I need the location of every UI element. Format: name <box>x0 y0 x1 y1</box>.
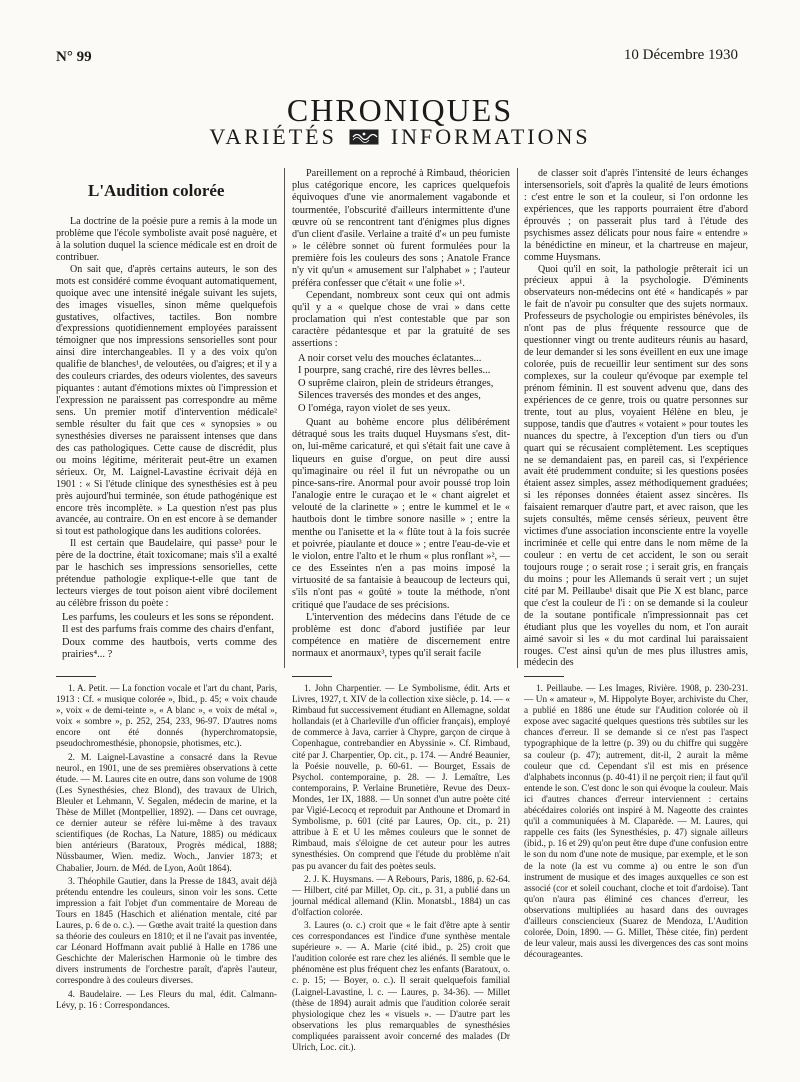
column-divider <box>517 168 518 668</box>
verse-line: Il est des parfums frais comme des chairs d'enfant, <box>62 624 275 636</box>
footnote: 1. A. Petit. — La fonction vocale et l'art du chant, Paris, 1913 : Cf. « musique colorée », Ibid., p. 45; « voix chaude », voix « de demi-teinte », « A blanc », « voix de métal », voix « sombre », p. 252, 254, 233, 96-97. D'autres noms encore ont été donnés (hyperchromatopsie, pseudochromesthésie, phonopsie, photismes, etc.). <box>56 683 277 749</box>
paragraph: Quant au bohème encore plus délibérément détraqué sous les traits duquel Huysmans s'est, dit-on, lui-même caricaturé, et qui s'était fait une cave à liqueurs en guise d'orgue, on peut dire aussi qu'imaginaire ou réel il fut un névropathe ou un pince-sans-rire. Anormal pour avoir poussé trop loin l'analogie entre le curaçao et le « chant aigrelet et velouté de la clarinette » ; entre le kummel et le « hautbois dont le timbre sonore nasille » ; entre la menthe ou l'anisette et la « flûte tout à la fois sucrée et poivrée, piaulante et douce » ; entre l'eau-de-vie et le violon, entre l'alto et le rhum « plus ronflant »², — ce des Esseintes n'en a pas moins imposé la virtuosité de sa fantaisie à beaucoup de lecteurs qui, s'ils n'ont pas « goûté » toute la méthode, n'ont critiqué que l'audace de ses précisions. <box>292 417 510 611</box>
issue-date: 10 Décembre 1930 <box>623 47 738 63</box>
masthead-left: VARIÉTÉS <box>209 124 337 149</box>
paragraph: Il est certain que Baudelaire, qui passe³ pour le père de la doctrine, était toxicomane; mais s'il a exalté par le haschich ses impressions sensorielles, cette prétendue pathologie explique-t-elle que tant de lecteurs vierges de tout poison aient vibré docilement au célèbre frisson du poète : <box>56 538 277 609</box>
footnote: 1. John Charpentier. — Le Symbolisme, édit. Arts et Livres, 1927, t. XIV de la collection xixe siècle, p. 14. — « Rimbaud fut successivement étudiant en Allemagne, soldat hollandais (et à Charleville d'un officier français), employé de commerce à Java, carrier à Chypre, garçon de cirque à Copenhague, contrebandier en Abyssinie ». Cf. Rimbaud, cité par J. Charpentier, Op. cit., p. 174. — André Beaunier, la Poésie nouvelle, p. 60-61. — Bourget, Essais de Psychol. contemporaine, p. 28. — J. Lemaître, Les contemporains, P. Verlaine Brunetière, Revue des Deux-Mondes, 1er IX, 1888. — Un sonnet d'un autre poète cité par Vigié-Lecocq et reproduit par Anthoune et Dromard in Symbolisme, p. 601 (cité par Laures, Op. cit., p. 21) attribue à E et U les mêmes couleurs que le sonnet de Rimbaud, mais s'éloigne de cet auteur pour les autres synesthésies. On comprend que l'étude du problème n'ait pas pu avancer du fait des poètes seuls. <box>292 683 510 871</box>
paragraph: On sait que, d'après certains auteurs, le son des mots est considéré comme évoquant automatiquement, quoique avec une intensité inégale suivant les sujets, des images visuelles, sinon même quelquefois gustatives, olfactives, tactiles. Bon nombre d'expressions quotidiennement employées paraissent témoigner que nos impressions sensorielles sont pour ainsi dire interchangeables. Il y a des voix qu'on qualifie de blanches¹, de veloutées, ou d'aigres; et il y a des couleurs criardes, des odeurs violentes, des saveurs piquantes : autant d'émotions mixtes où l'impression et l'expression ne paraissent pas correspondre au même sens. Un premier motif d'intervention médicale² semble résulter du fait que ces « synopsies » ou synesthésies diverses ne paraissent intenses que dans des cas pathologiques. Cette cause de discrédit, plus ou moins légitime, mériterait peut-être un examen sérieux. Or, M. Laignel-Lavastine écrivait déjà en 1901 : « Si l'étude clinique des synesthésies est à peu près aujourd'hui terminée, son étude pathogénique est encore très incomplète. » La question n'est pas plus avancée, au contraire. On en est encore à se demander si tout est pathologique dans les auditions colorées. <box>56 263 277 538</box>
paragraph: L'intervention des médecins dans l'étude de ce problème est donc d'abord justifiée par leur compétence en matière de discernement entre normaux et anormaux³, types qu'il serait facile <box>292 611 510 660</box>
footnote: 2. J. K. Huysmans. — A Rebours, Paris, 1886, p. 62-64. — Hilbert, cité par Millet, Op. cit., p. 31, a publié dans un journal médical allemand (Klin. Monatsbl., 1884) un cas d'olfaction colorée. <box>292 873 510 917</box>
verse-line: O suprême clairon, plein de strideurs étranges, <box>298 377 494 389</box>
verse-line: I pourpre, sang craché, rire des lèvres belles... <box>298 365 491 377</box>
column-divider <box>284 168 285 668</box>
verse-line: Les parfums, les couleurs et les sons se répondent. <box>62 611 274 623</box>
footnote: 4. Baudelaire. — Les Fleurs du mal, édit. Calmann-Lévy, p. 16 : Correspondances. <box>56 988 277 1010</box>
verse-line: Silences traversés des mondes et des anges, <box>298 390 481 402</box>
column-3 <box>524 168 748 669</box>
masthead-subtitle <box>0 124 800 150</box>
footnote: 3. Laures (o. c.) croit que « le fait d'être apte à sentir ces correspondances est l'indice d'une synthèse mentale supérieure ». — A. Marie (cité ibid., p. 25) croit que l'audition colorée est rare chez les aliénés. Il semble que le phénomène est plus fréquent chez les enfants (Baratoux, o. c. p. 15; — Boyer, o. c.). Il serait quelquefois familial (Laignel-Lavastine, l. c. — Laures, p. 34-36). — Millet (thèse de 1894) aurait admis que l'audition colorée serait physiologique chez les « visuels ». — D'autre part les observations les plus remarquables de synesthésies compliquées paraissent avoir concerné des malades (Dr Ulrich, Loc. cit.). <box>292 919 510 1052</box>
column-2 <box>292 168 510 661</box>
ornament-icon <box>349 129 379 145</box>
verse-quote <box>62 612 277 662</box>
footnotes-column-2 <box>292 683 510 1055</box>
paragraph: La doctrine de la poésie pure a remis à la mode un problème que l'école symboliste avait posé naguère, et à la solution duquel la science médicale est en droit de contribuer. <box>56 216 277 263</box>
footnote-rule <box>56 676 96 677</box>
article-title: L'Audition colorée <box>88 181 225 200</box>
masthead-title: CHRONIQUES <box>286 92 514 128</box>
column-1 <box>56 216 277 664</box>
paragraph: Cependant, nombreux sont ceux qui ont admis qu'il y a « quelque chose de vrai » dans cette proclamation qui n'est contestable que par son caractère pédantesque et par la gratuité de ses assertions : <box>292 289 510 350</box>
verse-line: Doux comme des hautbois, verts comme des prairies⁴... ? <box>62 636 277 661</box>
verse-quote <box>298 353 510 416</box>
footnote: 3. Théophile Gautier, dans la Presse de 1843, avait déjà prétendu entendre les couleurs, sinon voir les sons. Cette impression a fait l'objet d'un commentaire de Moreau de Tours en 1845 (Haschich et aliénation mentale, cité par Laures, p. 6 de o. c.). — Gœthe avait traité la question dans sa théorie des couleurs en 1810; et il ne l'avait pas inventée, car Léonard Hoffmann avait publié à Halle en 1786 une Geschichte der Malerischen Harmonie où le timbre des divers instruments de l'orchestre paraît, d'après l'auteur, correspondre à des couleurs diverses. <box>56 875 277 986</box>
footnotes-column-3 <box>524 683 748 962</box>
paragraph: Pareillement on a reproché à Rimbaud, théoricien plus catégorique encore, les caprices quelquefois équivoques d'une vie anormalement vagabonde et tourmentée, l'obscurité d'ailleurs intermittente d'une œuvre où se rencontrent tant d'énigmes plus dignes d'un client d'asile. Verlaine a traité d'« un peu fumiste » le célèbre sonnet où furent formulées pour la première fois les couleurs des sons ; Anatole France n'y vit qu'un « amusement sur l'alphabet » ; l'auteur préféra confesser que c'était « une folie »¹. <box>292 168 510 289</box>
paragraph: Quoi qu'il en soit, la pathologie prêterait ici un précieux appui à la psychologie. D'éminents observateurs non-médecins ont été « handicapés » par le fait de n'avoir pu consulter que des sujets normaux. Professeurs de psychologie ou empiristes bénévoles, ils n'ont pas de plus fréquente ressource que de questionner vingt ou trente auditeurs réunis au hasard, de leur demander si les sons éveillent en eux une image colorée, puis de recueillir leur sentiment sur des sons complexes, sur la couleur qu'évoque par exemple tel prénom féminin. Il est souvent advenu que, dans des expériences de ce genre, trois ou quatre personnes sur trente, tout au plus, voyaient Hélène en bleu, je suppose, tandis que d'autres « votaient » pour toutes les nuances du spectre, à l'exception d'un tiers ou d'un quart qui se récusaient complètement. Les sceptiques ne se demandaient pas, en pareil cas, si l'expérience avait été prudemment conduite; si les questions posées étaient assez simples, assez méthodiquement graduées; si les réponses données étaient assez sincères. Ils faisaient remarquer d'autre part, et avec raison, que les sujets consultés, même censés sérieux, peuvent être victimes d'une association inconsciente entre la voyelle incriminée et celle qui entre dans le nom même de la couleur : en vertu de cet accident, le son ou serait toujours rouge ; o serait rose ; i serait gris, en français du moins ; pour les Allemands ü serait vert ; un sujet cité par M. Peillaube¹ disait que Pie X est blanc, parce que c'est la couleur de l'i : on se demande si la couleur de la soutane pontificale n'impressionnait pas cet étudiant plus que les voyelles du nom, et l'on aurait aimé savoir si les « du mot cardinal lui paraissaient rouges. C'est ainsi qu'un de mes plus illustres amis, médecin des <box>524 263 748 669</box>
footnotes-column-1 <box>56 683 277 1013</box>
footnote-rule <box>524 676 564 677</box>
footnote: 2. M. Laignel-Lavastine a consacré dans la Revue neurol., en 1901, une de ses premières observations à cette étude. — M. Laures cite en outre, dans son volume de 1908 (Les Synesthésies, chez Blond), des travaux de Ulrich, Bleuler et Lehmann, V. Segalen, médecin de marine, et la Thèse de Millet (Montpellier, 1892). — Dans cet ouvrage, ce dernier auteur se réfère lui-même à des travaux scientifiques (de Rochas, La Nature, 1885) ou médicaux bien antérieurs (Baratoux, Progrès médical, 1888; Nüssbaumer, Wien. mediz. Woch., Janvier 1873; et Chabalier, Journ. de Méd. de Lyon, Août 1864). <box>56 751 277 873</box>
footnote: 1. Peillaube. — Les Images, Rivière. 1908, p. 230-231. — Un « amateur », M. Hippolyte Boyer, archiviste du Cher, a publié en 1886 une étude sur l'Audition colorée où il expose avec sagacité quelques questions très subtiles sur les chances d'erreur. Il se demande si ce n'est pas l'aspect typographique de la lettre (p. 39) ou du chiffre qui suggère sa couleur (p. 47); autrement, dit-il, 2 aurait la même couleur que cd. Cependant s'il est mis en présence d'alphabets inconnus (p. 40-41) il ne perçoit rien; il faut qu'il entende le son. C'est donc le son qui évoque la couleur. Mais ici d'autres chances d'erreur interviennent : certains abécédaires coloriés ont inspiré à M. Nageotte des craintes qu'il a communiquées à M. Claparède. — M. Laures, qui rappelle ces faits (les Synesthésies, p. 47) signale ailleurs (ibid., p. 16 et 29) qu'on peut être dupe d'une confusion entre le son du nom d'une note de musique, par exemple, et le son de la note (la est vu comme a) ou entre le son d'un instrument de musique et des images auxquelles ce son est associé (cor et soleil couchant, cloche et toit d'ardoise). Tant qu'on n'aura pas éliminé ces chances d'erreur, les observations multipliées au hasard dans des ouvrages d'ailleurs consciencieux (Suarez de Mendoza, L'Audition colorée, Doin, 1890. — G. Millet, Thèse citée, fin) perdent de leur valeur, mais aussi les divergences des cas sont moins décourageantes. <box>524 683 748 960</box>
issue-number: N° 99 <box>56 49 92 65</box>
masthead-right: INFORMATIONS <box>390 124 591 149</box>
verse-line: O l'oméga, rayon violet de ses yeux. <box>298 402 451 414</box>
paragraph: de classer soit d'après l'intensité de leurs échanges intersensoriels, soit d'après la qualité de leurs émotions : c'est entre le son et la couleur, si l'on ordonne les expériences, que les rapports pourraient être d'abord éprouvés ; on passerait plus tard à l'étude des psychismes assez délicats pour nous faire « entendre » la bénédictine en mineur, et la chartreuse en majeur, comme Huysmans. <box>524 168 748 263</box>
verse-line: A noir corset velu des mouches éclatantes... <box>298 352 482 364</box>
footnote-rule <box>292 676 332 677</box>
